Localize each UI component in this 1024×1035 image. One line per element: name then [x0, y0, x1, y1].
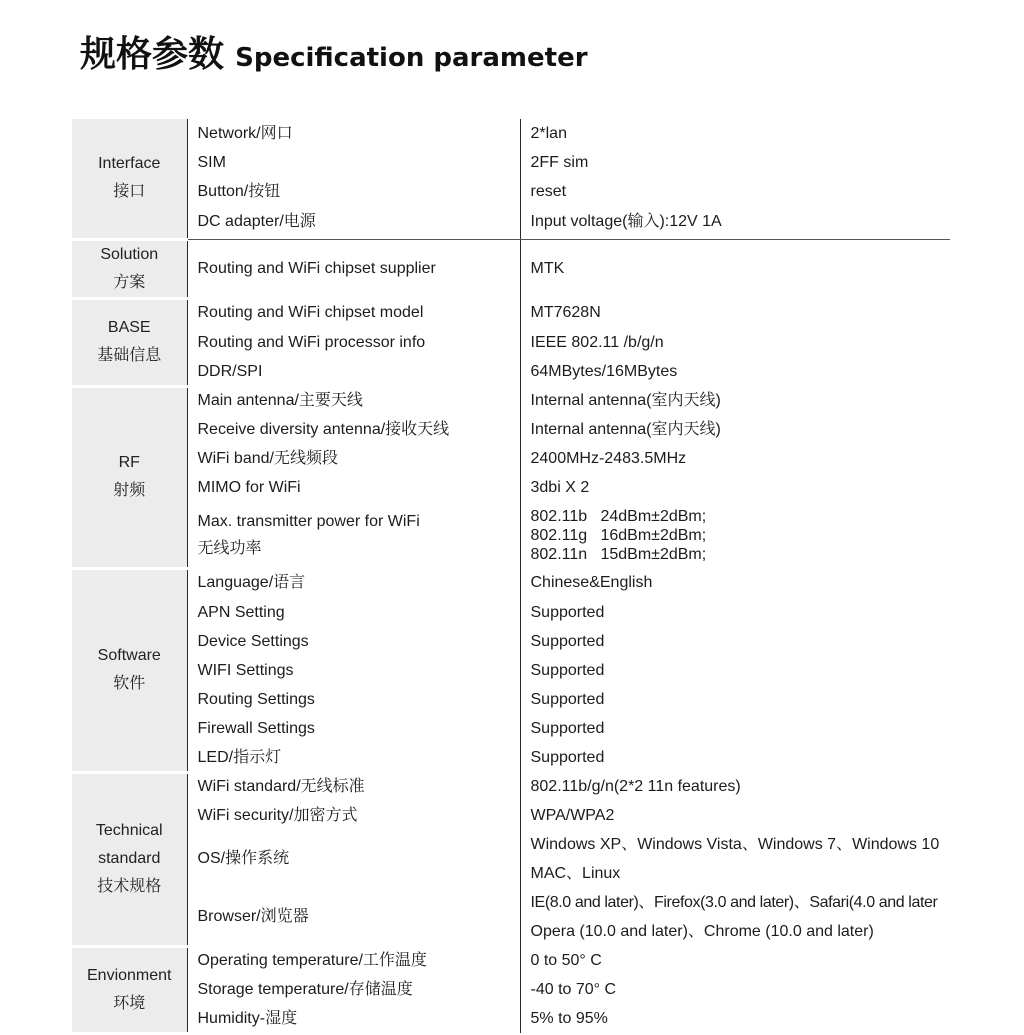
- table-row: [72, 568, 950, 598]
- page-title-chinese: 规格参数: [80, 34, 225, 75]
- spec-value: Internal antenna(室内天线): [520, 386, 950, 415]
- spec-name: Button/按钮: [187, 177, 520, 206]
- spec-value: MAC、Linux: [520, 859, 950, 888]
- table-row: [72, 119, 950, 148]
- spec-name: WiFi standard/无线标准: [187, 772, 520, 801]
- spec-value: 802.11b/g/n(2*2 11n features): [520, 772, 950, 801]
- table-row: [72, 444, 950, 473]
- table-row: [72, 386, 950, 415]
- table-row: [72, 357, 950, 386]
- spec-name: Routing and WiFi processor info: [187, 328, 520, 357]
- spec-name: DC adapter/电源: [187, 206, 520, 239]
- spec-value: IEEE 802.11 /b/g/n: [520, 328, 950, 357]
- spec-value: MTK: [520, 239, 950, 298]
- spec-value: reset: [520, 177, 950, 206]
- spec-name: Main antenna/主要天线: [187, 386, 520, 415]
- table-row: [72, 502, 950, 568]
- table-row: [72, 975, 950, 1004]
- spec-name: Routing and WiFi chipset supplier: [187, 239, 520, 298]
- table-row: [72, 946, 950, 975]
- spec-value: Supported: [520, 714, 950, 743]
- spec-value: 2400MHz-2483.5MHz: [520, 444, 950, 473]
- table-row: [72, 598, 950, 627]
- spec-value: WPA/WPA2: [520, 801, 950, 830]
- spec-value: IE(8.0 and later)、Firefox(3.0 and later)、Safari(4.0 and later: [520, 888, 950, 917]
- spec-value: 64MBytes/16MBytes: [520, 357, 950, 386]
- table-row: [72, 298, 950, 328]
- category-technical-standard: Technical standard 技术规格: [72, 772, 187, 946]
- spec-value: Supported: [520, 743, 950, 772]
- table-row: [72, 473, 950, 502]
- spec-value: 0 to 50° C: [520, 946, 950, 975]
- spec-name: SIM: [187, 148, 520, 177]
- table-row: [72, 714, 950, 743]
- spec-name: Firewall Settings: [187, 714, 520, 743]
- spec-name: APN Setting: [187, 598, 520, 627]
- spec-value: Supported: [520, 685, 950, 714]
- spec-name: Max. transmitter power for WiFi 无线功率: [187, 502, 520, 568]
- category-solution: Solution 方案: [72, 239, 187, 298]
- table-row: [72, 627, 950, 656]
- spec-value: Input voltage(输入):12V 1A: [520, 206, 950, 239]
- category-software: Software 软件: [72, 568, 187, 772]
- spec-value: 5% to 95%: [520, 1004, 950, 1033]
- category-environment: Envionment 环境: [72, 946, 187, 1033]
- spec-value: 3dbi X 2: [520, 473, 950, 502]
- table-row: [72, 888, 950, 917]
- spec-value: Internal antenna(室内天线): [520, 415, 950, 444]
- category-interface: Interface 接口: [72, 119, 187, 239]
- spec-value: Supported: [520, 598, 950, 627]
- spec-value: Chinese&English: [520, 568, 950, 598]
- spec-value: 2FF sim: [520, 148, 950, 177]
- table-row: [72, 415, 950, 444]
- table-row: [72, 1004, 950, 1033]
- table-row: [72, 743, 950, 772]
- table-row: [72, 148, 950, 177]
- table-row: [72, 801, 950, 830]
- specification-table: [72, 119, 950, 1035]
- table-row: [72, 177, 950, 206]
- spec-name: WiFi band/无线频段: [187, 444, 520, 473]
- spec-name: Routing and WiFi chipset model: [187, 298, 520, 328]
- table-row: [72, 830, 950, 859]
- spec-name: Receive diversity antenna/接收天线: [187, 415, 520, 444]
- spec-name: Network/网口: [187, 119, 520, 148]
- table-row: [72, 772, 950, 801]
- table-row: [72, 656, 950, 685]
- spec-name: LED/指示灯: [187, 743, 520, 772]
- table-row: [72, 239, 950, 298]
- spec-value: Opera (10.0 and later)、Chrome (10.0 and later): [520, 917, 950, 946]
- spec-value: Windows XP、Windows Vista、Windows 7、Windows 10: [520, 830, 950, 859]
- table-row: [72, 206, 950, 239]
- spec-value: Supported: [520, 656, 950, 685]
- spec-name: WIFI Settings: [187, 656, 520, 685]
- spec-name: Browser/浏览器: [187, 888, 520, 946]
- page-title: [80, 26, 588, 77]
- spec-name: WiFi security/加密方式: [187, 801, 520, 830]
- spec-value: Supported: [520, 627, 950, 656]
- spec-value: 802.11b 24dBm±2dBm; 802.11g 16dBm±2dBm; 802.11n 15dBm±2dBm;: [520, 502, 950, 568]
- spec-name: Storage temperature/存储温度: [187, 975, 520, 1004]
- spec-name: Operating temperature/工作温度: [187, 946, 520, 975]
- table-row: [72, 328, 950, 357]
- spec-value: MT7628N: [520, 298, 950, 328]
- spec-value: 2*lan: [520, 119, 950, 148]
- category-rf: RF 射频: [72, 386, 187, 568]
- category-base: BASE 基础信息: [72, 298, 187, 386]
- spec-name: Routing Settings: [187, 685, 520, 714]
- spec-name: Humidity-湿度: [187, 1004, 520, 1033]
- spec-value: -40 to 70° C: [520, 975, 950, 1004]
- spec-name: MIMO for WiFi: [187, 473, 520, 502]
- spec-name: DDR/SPI: [187, 357, 520, 386]
- spec-name: Device Settings: [187, 627, 520, 656]
- spec-name: OS/操作系统: [187, 830, 520, 888]
- spec-name: Language/语言: [187, 568, 520, 598]
- table-row: [72, 685, 950, 714]
- page-title-english: Specification parameter: [235, 43, 588, 73]
